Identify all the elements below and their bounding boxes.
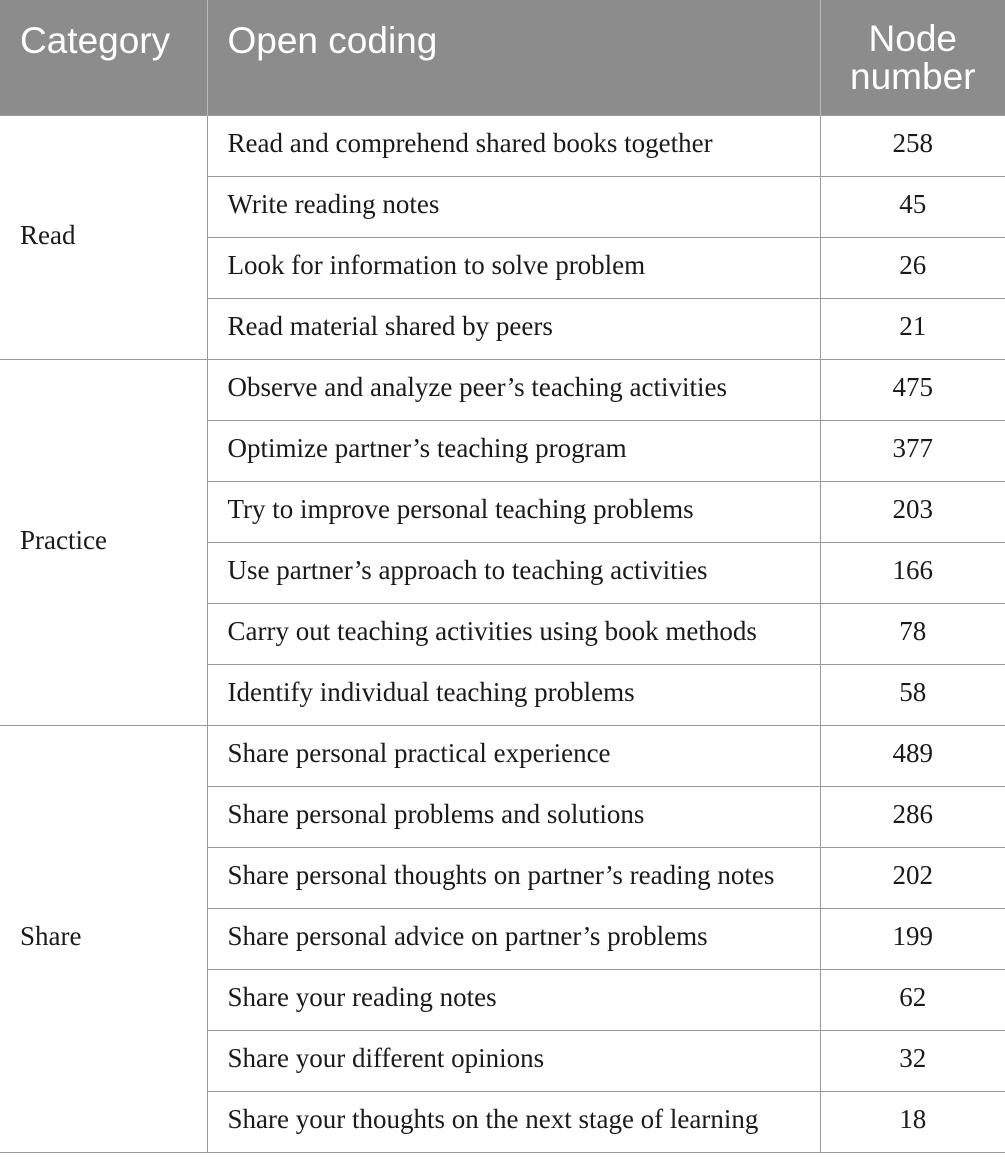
node-number-cell: 166 — [820, 542, 1005, 603]
header-row — [0, 0, 1005, 115]
category-cell: Read — [0, 115, 207, 359]
node-number-cell: 475 — [820, 359, 1005, 420]
open-coding-cell: Look for information to solve problem — [207, 237, 820, 298]
header-open-coding: Open coding — [207, 0, 820, 115]
open-coding-cell: Share personal problems and solutions — [207, 786, 820, 847]
table-row — [0, 115, 1005, 176]
node-number-cell: 489 — [820, 725, 1005, 786]
node-number-cell: 203 — [820, 481, 1005, 542]
table-header — [0, 0, 1005, 115]
open-coding-cell: Share personal thoughts on partner’s reading notes — [207, 847, 820, 908]
open-coding-cell: Optimize partner’s teaching program — [207, 420, 820, 481]
open-coding-cell: Share your reading notes — [207, 969, 820, 1030]
node-number-cell: 199 — [820, 908, 1005, 969]
node-number-cell: 58 — [820, 664, 1005, 725]
table-row — [0, 359, 1005, 420]
category-cell: Practice — [0, 359, 207, 725]
open-coding-cell: Share your different opinions — [207, 1030, 820, 1091]
open-coding-cell: Share personal practical experience — [207, 725, 820, 786]
node-number-cell: 202 — [820, 847, 1005, 908]
open-coding-cell: Observe and analyze peer’s teaching activities — [207, 359, 820, 420]
node-number-cell: 21 — [820, 298, 1005, 359]
open-coding-cell: Write reading notes — [207, 176, 820, 237]
header-node-number-line1: Node — [868, 18, 957, 59]
open-coding-cell: Use partner’s approach to teaching activities — [207, 542, 820, 603]
table-row — [0, 725, 1005, 786]
node-number-cell: 62 — [820, 969, 1005, 1030]
open-coding-cell: Share personal advice on partner’s problems — [207, 908, 820, 969]
open-coding-cell: Share your thoughts on the next stage of learning — [207, 1091, 820, 1152]
header-node-number-line2: number — [850, 56, 976, 97]
open-coding-cell: Carry out teaching activities using book methods — [207, 603, 820, 664]
open-coding-cell: Read and comprehend shared books together — [207, 115, 820, 176]
header-node-number — [820, 0, 1005, 115]
open-coding-cell: Read material shared by peers — [207, 298, 820, 359]
node-number-cell: 286 — [820, 786, 1005, 847]
node-number-cell: 78 — [820, 603, 1005, 664]
node-number-cell: 26 — [820, 237, 1005, 298]
header-category: Category — [0, 0, 207, 115]
node-number-cell: 258 — [820, 115, 1005, 176]
node-number-cell: 32 — [820, 1030, 1005, 1091]
node-number-cell: 45 — [820, 176, 1005, 237]
node-number-cell: 18 — [820, 1091, 1005, 1152]
node-number-cell: 377 — [820, 420, 1005, 481]
open-coding-cell: Identify individual teaching problems — [207, 664, 820, 725]
table-body — [0, 115, 1005, 1152]
category-cell: Share — [0, 725, 207, 1152]
open-coding-cell: Try to improve personal teaching problems — [207, 481, 820, 542]
